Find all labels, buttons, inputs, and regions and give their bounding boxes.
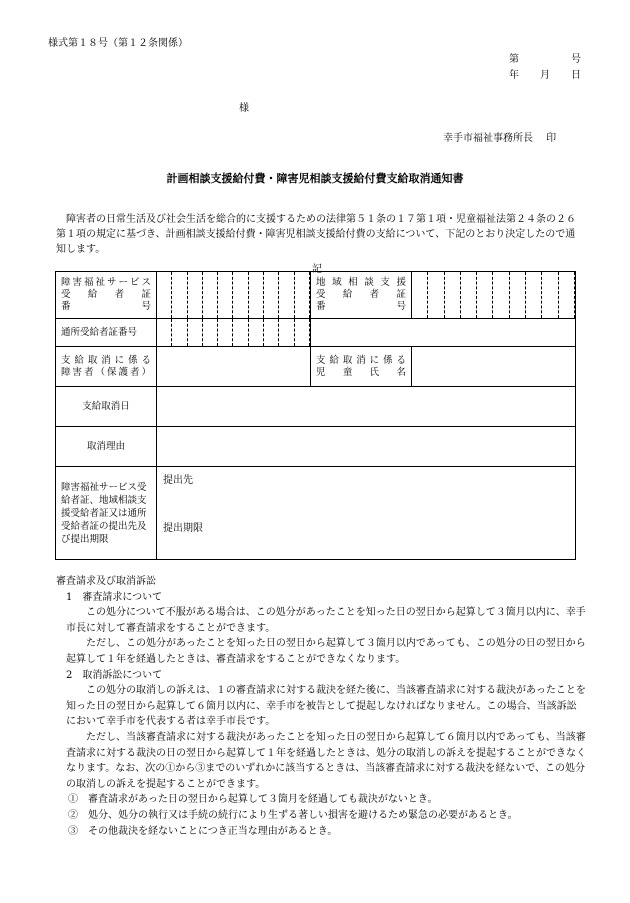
child-field[interactable] — [412, 347, 576, 387]
go-label: 号 — [571, 54, 581, 65]
submit-field[interactable] — [157, 467, 576, 560]
cancel-date-label: 支給取消日 — [56, 387, 157, 427]
tsusho-cert-boxes[interactable] — [157, 319, 311, 347]
cert-number-boxes[interactable] — [157, 272, 311, 319]
list-item: ③ その他裁決を経ないことにつき正当な理由があるとき。 — [68, 825, 338, 837]
tsusho-cert-label: 通所受給者証番号 — [56, 319, 157, 347]
issuer: 幸手市福祉事務所長 印 — [443, 133, 557, 144]
person-label: 支給取消に係る 障害者（保護者） — [56, 347, 157, 387]
intro-text: 障害者の日常生活及び社会生活を総合的に支援するための法律第５１条の１７第１項・児童福祉法第２４条の２６第１項の規定に基づき、計画相談支援給付費・障害児相談支援給付費の支給について、下記のとおり決定したので通知します。 — [56, 214, 576, 255]
submit-deadline-label: 提出期限 — [163, 523, 203, 534]
year-label: 年 — [509, 70, 519, 81]
document-number-line — [509, 50, 581, 65]
submit-label: 障害福祉サービス受給者証、地域相談支援受給者証又は通所受給者証の提出先及び提出期限 — [56, 467, 157, 560]
section1-para2: ただし、この処分があったことを知った日の翌日から起算して３箇月以内であっても、この処分の日の翌日から起算して１年を経過したときは、審査請求をすることができなくなります。 — [66, 638, 586, 665]
section2-para2: ただし、当該審査請求に対する裁決があったことを知った日の翌日から起算して６箇月以内であっても、当該審査請求に対する裁決の日の翌日から起算して１年を経過したときは、処分の取消しの訴えを提起することができなくなります。なお、次の①から③までのいずれかに該当するときは、当該審査請求に対する裁決を経ないで、この処分の取消しの訴えを提起することができます。 — [66, 731, 586, 790]
cert-number-label: 障害福祉サービス 受 給 者 証 番 号 — [56, 272, 157, 319]
section1-para1: この処分について不服がある場合は、この処分があったことを知った日の翌日から起算して３箇月以内に、幸手市長に対して審査請求をすることができます。 — [66, 607, 586, 634]
section2-para1: この処分の取消しの訴えは、１の審査請求に対する裁決を経た後に、当該審査請求に対する裁決があったことを知った日の翌日から起算して６箇月以内に、幸手市を被告として提起しなければなりません。この場合、当該訴訟において幸手市を代表する者は幸手市長です。 — [66, 685, 586, 728]
tsusho-blank — [311, 319, 576, 347]
cancel-date-field[interactable] — [157, 387, 576, 427]
submit-to-label: 提出先 — [163, 475, 193, 486]
list-item: ① 審査請求があった日の翌日から起算して３箇月を経過しても裁決がないとき。 — [68, 794, 438, 806]
child-label: 支給取消に係る 児 童 氏 名 — [311, 347, 412, 387]
date-line — [509, 66, 581, 81]
section1-title: 1 審査請求について — [66, 591, 163, 603]
section2-title: 2 取消訴訟について — [66, 669, 163, 681]
document-title: 計画相談支援給付費・障害児相談支援給付費支給取消通知書 — [166, 172, 464, 185]
addressee-suffix: 様 — [239, 103, 249, 114]
ki-label: 記 — [312, 264, 322, 275]
cancellation-table — [55, 271, 576, 560]
day-label: 日 — [571, 70, 581, 81]
notes-heading: 審査請求及び取消訴訟 — [56, 576, 156, 587]
regional-cert-boxes[interactable] — [412, 272, 576, 319]
list-item: ② 処分、処分の執行又は手続の続行により生ずる著しい損害を避けるため緊急の必要があるとき。 — [68, 809, 518, 821]
month-label: 月 — [540, 70, 550, 81]
reason-field[interactable] — [157, 427, 576, 467]
person-field[interactable] — [157, 347, 311, 387]
reason-label: 取消理由 — [56, 427, 157, 467]
form-number: 様式第１８号（第１２条関係） — [48, 38, 188, 49]
dai-label: 第 — [509, 54, 519, 65]
regional-cert-label: 地 域 相 談 支 援 受 給 者 証 番 号 — [311, 272, 412, 319]
appeal-notes — [56, 574, 586, 839]
